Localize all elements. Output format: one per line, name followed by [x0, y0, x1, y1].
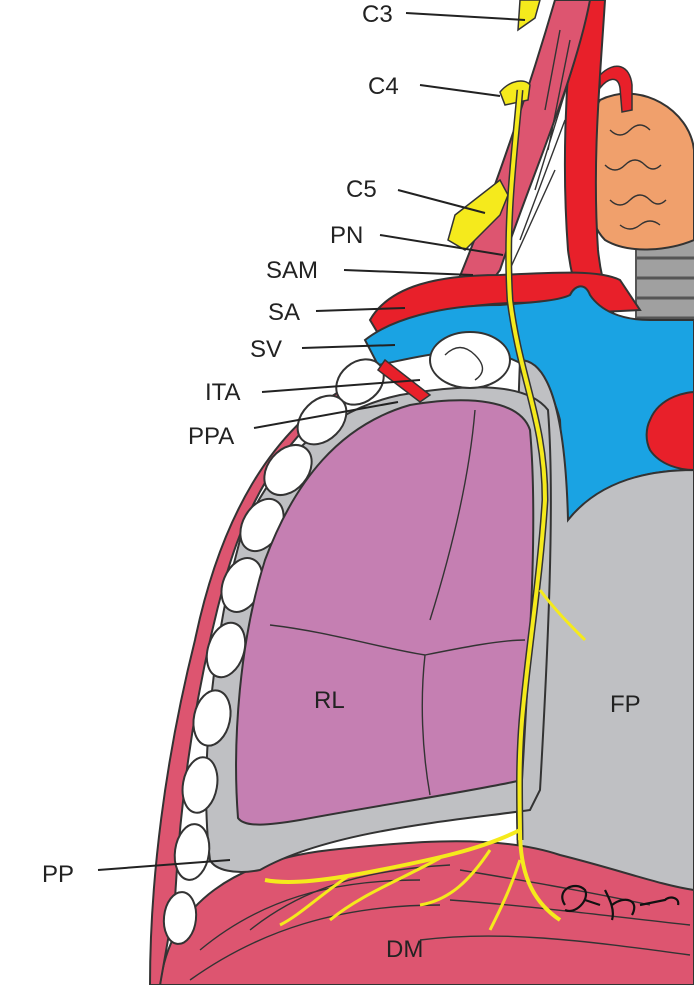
label-rl: RL — [314, 687, 345, 714]
label-sa: SA — [268, 299, 301, 326]
label-c4: C4 — [368, 73, 399, 100]
label-sam: SAM — [266, 257, 319, 284]
label-ita: ITA — [205, 379, 241, 406]
first-rib-head — [430, 332, 510, 388]
label-ppa: PPA — [188, 423, 235, 450]
label-dm: DM — [386, 936, 424, 963]
leader-c3 — [406, 13, 525, 20]
label-c5: C5 — [346, 176, 377, 203]
leader-sam — [344, 270, 473, 275]
thyroid-gland — [587, 94, 694, 250]
label-sv: SV — [250, 336, 283, 363]
label-c3: C3 — [362, 1, 393, 28]
label-pn: PN — [330, 222, 364, 249]
label-fp: FP — [610, 691, 641, 718]
label-pp: PP — [42, 861, 75, 888]
leader-c4 — [420, 85, 500, 96]
